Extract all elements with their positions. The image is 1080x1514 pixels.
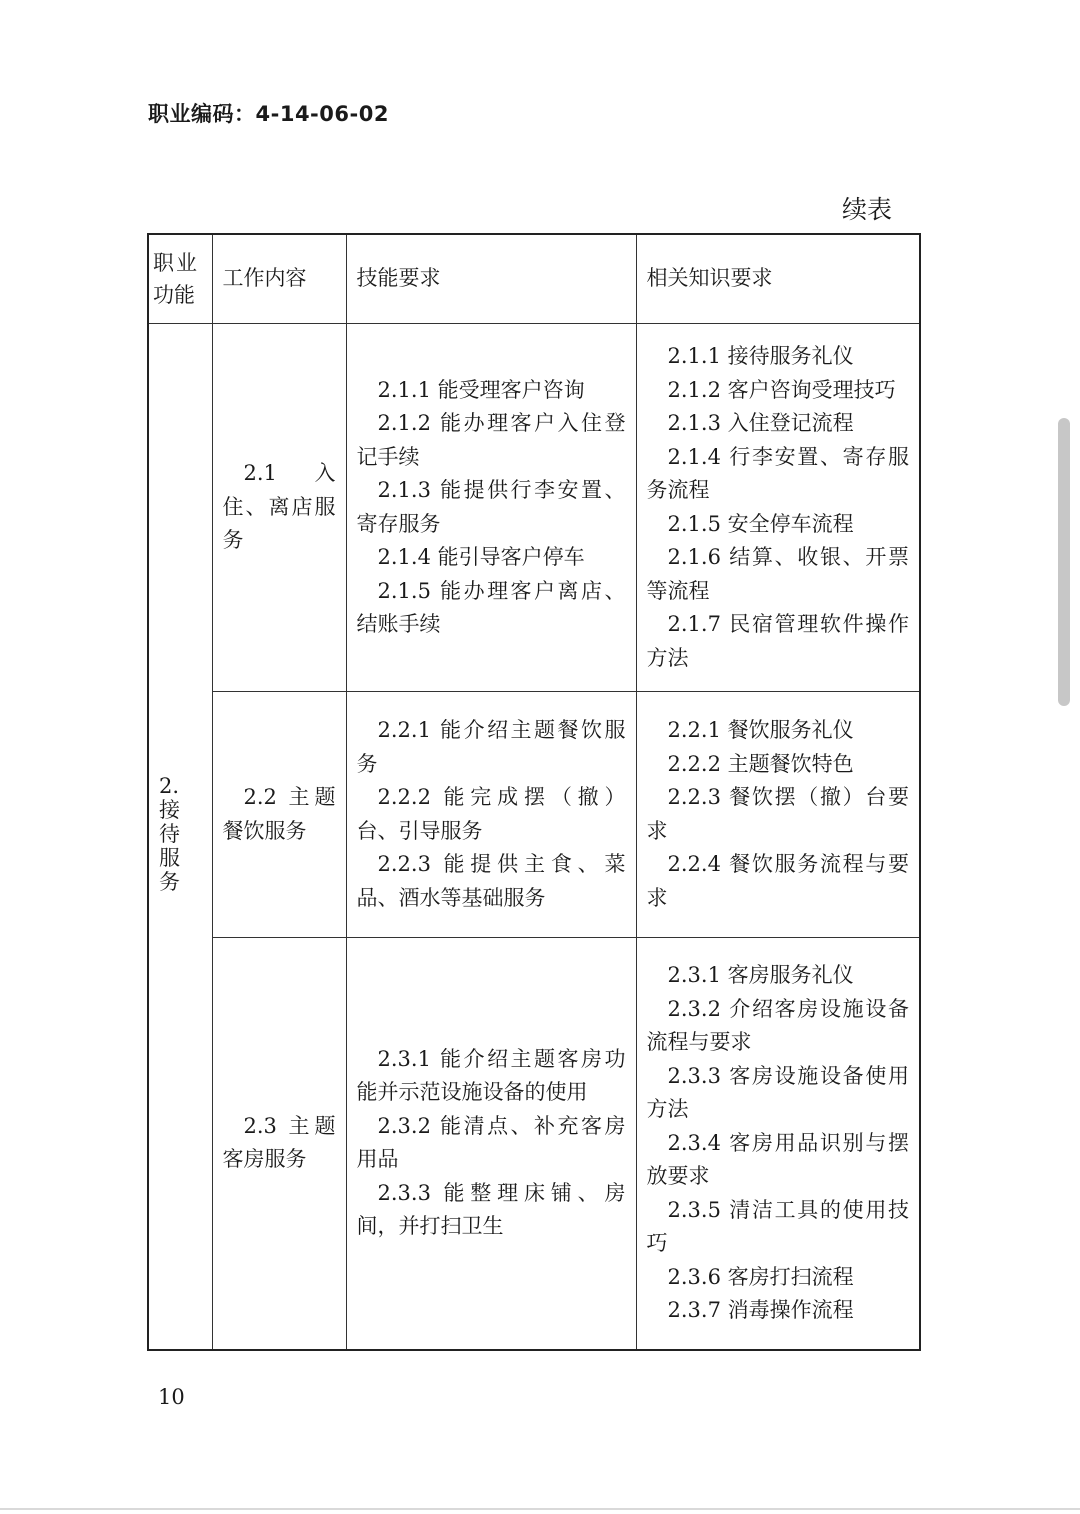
skill-item: 2.3.2 能清点、补充客房用品 — [356, 1113, 626, 1172]
function-char: 服 — [159, 845, 180, 870]
knowledge-item: 2.1.6 结算、收银、开票等流程 — [646, 545, 909, 603]
work-content-cell — [212, 324, 346, 692]
knowledge-item: 2.3.3 客房设施设备使用方法 — [646, 1063, 909, 1121]
work-content: 2.3 主题客房服务 — [222, 1113, 336, 1172]
knowledge-item: 2.3.1 客房服务礼仪 — [667, 963, 854, 987]
table-row — [148, 938, 920, 1350]
knowledge-cell — [636, 692, 920, 938]
table-row — [148, 692, 920, 938]
column-header-skills: 技能要求 — [346, 234, 636, 324]
knowledge-item: 2.3.7 消毒操作流程 — [667, 1298, 854, 1322]
knowledge-item: 2.2.1 餐饮服务礼仪 — [667, 718, 854, 742]
knowledge-item: 2.2.4 餐饮服务流程与要求 — [646, 852, 909, 910]
knowledge-item: 2.2.3 餐饮摆（撤）台要求 — [646, 785, 909, 843]
table-header-row — [148, 234, 920, 324]
skill-standard-table — [147, 233, 921, 1351]
knowledge-item: 2.1.1 接待服务礼仪 — [667, 344, 854, 368]
skills-cell — [346, 324, 636, 692]
knowledge-item: 2.1.4 行李安置、寄存服务流程 — [646, 444, 909, 502]
knowledge-cell — [636, 938, 920, 1350]
skill-item: 2.1.1 能受理客户咨询 — [377, 377, 585, 402]
function-number: 2. — [159, 773, 180, 798]
knowledge-item: 2.3.4 客房用品识别与摆放要求 — [646, 1130, 909, 1188]
knowledge-item: 2.1.3 入住登记流程 — [667, 411, 854, 435]
knowledge-item: 2.2.2 主题餐饮特色 — [667, 751, 854, 776]
work-content: 2.2 主题餐饮服务 — [222, 785, 336, 843]
work-content-cell — [212, 938, 346, 1350]
function-char: 接 — [159, 797, 180, 822]
function-label — [159, 774, 180, 894]
skill-item: 2.1.4 能引导客户停车 — [377, 545, 585, 569]
skill-item: 2.2.2 能完成摆（撤）台、引导服务 — [356, 785, 626, 843]
skill-item: 2.3.3 能整理床铺、房间，并打扫卫生 — [356, 1180, 626, 1239]
bottom-divider — [0, 1508, 1080, 1510]
table-row — [148, 324, 920, 692]
knowledge-item: 2.1.7 民宿管理软件操作方法 — [646, 612, 909, 670]
knowledge-item: 2.3.6 客房打扫流程 — [667, 1264, 854, 1289]
occupation-code: 职业编码：4-14-06-02 — [148, 102, 389, 126]
skill-item: 2.1.3 能提供行李安置、寄存服务 — [356, 478, 626, 536]
column-header-function-text: 职业功能 — [153, 251, 197, 307]
column-header-knowledge: 相关知识要求 — [636, 234, 920, 324]
knowledge-item: 2.1.2 客户咨询受理技巧 — [667, 377, 896, 402]
knowledge-item: 2.3.5 清洁工具的使用技巧 — [646, 1197, 909, 1255]
work-content-cell — [212, 692, 346, 938]
knowledge-item: 2.3.2 介绍客房设施设备流程与要求 — [646, 996, 909, 1054]
vertical-scrollbar[interactable] — [1058, 418, 1070, 706]
page-number: 10 — [158, 1385, 185, 1409]
column-header-function — [148, 234, 212, 324]
skill-item: 2.1.5 能办理客户离店、结账手续 — [356, 578, 626, 636]
continued-table-label: 续表 — [841, 195, 892, 224]
knowledge-item: 2.1.5 安全停车流程 — [667, 511, 854, 536]
function-char: 务 — [159, 869, 180, 894]
function-cell — [148, 324, 212, 1350]
column-header-content: 工作内容 — [212, 234, 346, 324]
skill-item: 2.3.1 能介绍主题客房功能并示范设施设备的使用 — [356, 1046, 626, 1105]
skill-item: 2.2.1 能介绍主题餐饮服务 — [356, 718, 626, 776]
skills-cell — [346, 692, 636, 938]
work-content: 2.1 入住、离店服务 — [222, 461, 336, 553]
function-char: 待 — [159, 821, 180, 846]
skills-cell — [346, 938, 636, 1350]
skill-item: 2.2.3 能提供主食、菜品、酒水等基础服务 — [356, 852, 626, 910]
knowledge-cell — [636, 324, 920, 692]
skill-item: 2.1.2 能办理客户入住登记手续 — [356, 411, 626, 469]
